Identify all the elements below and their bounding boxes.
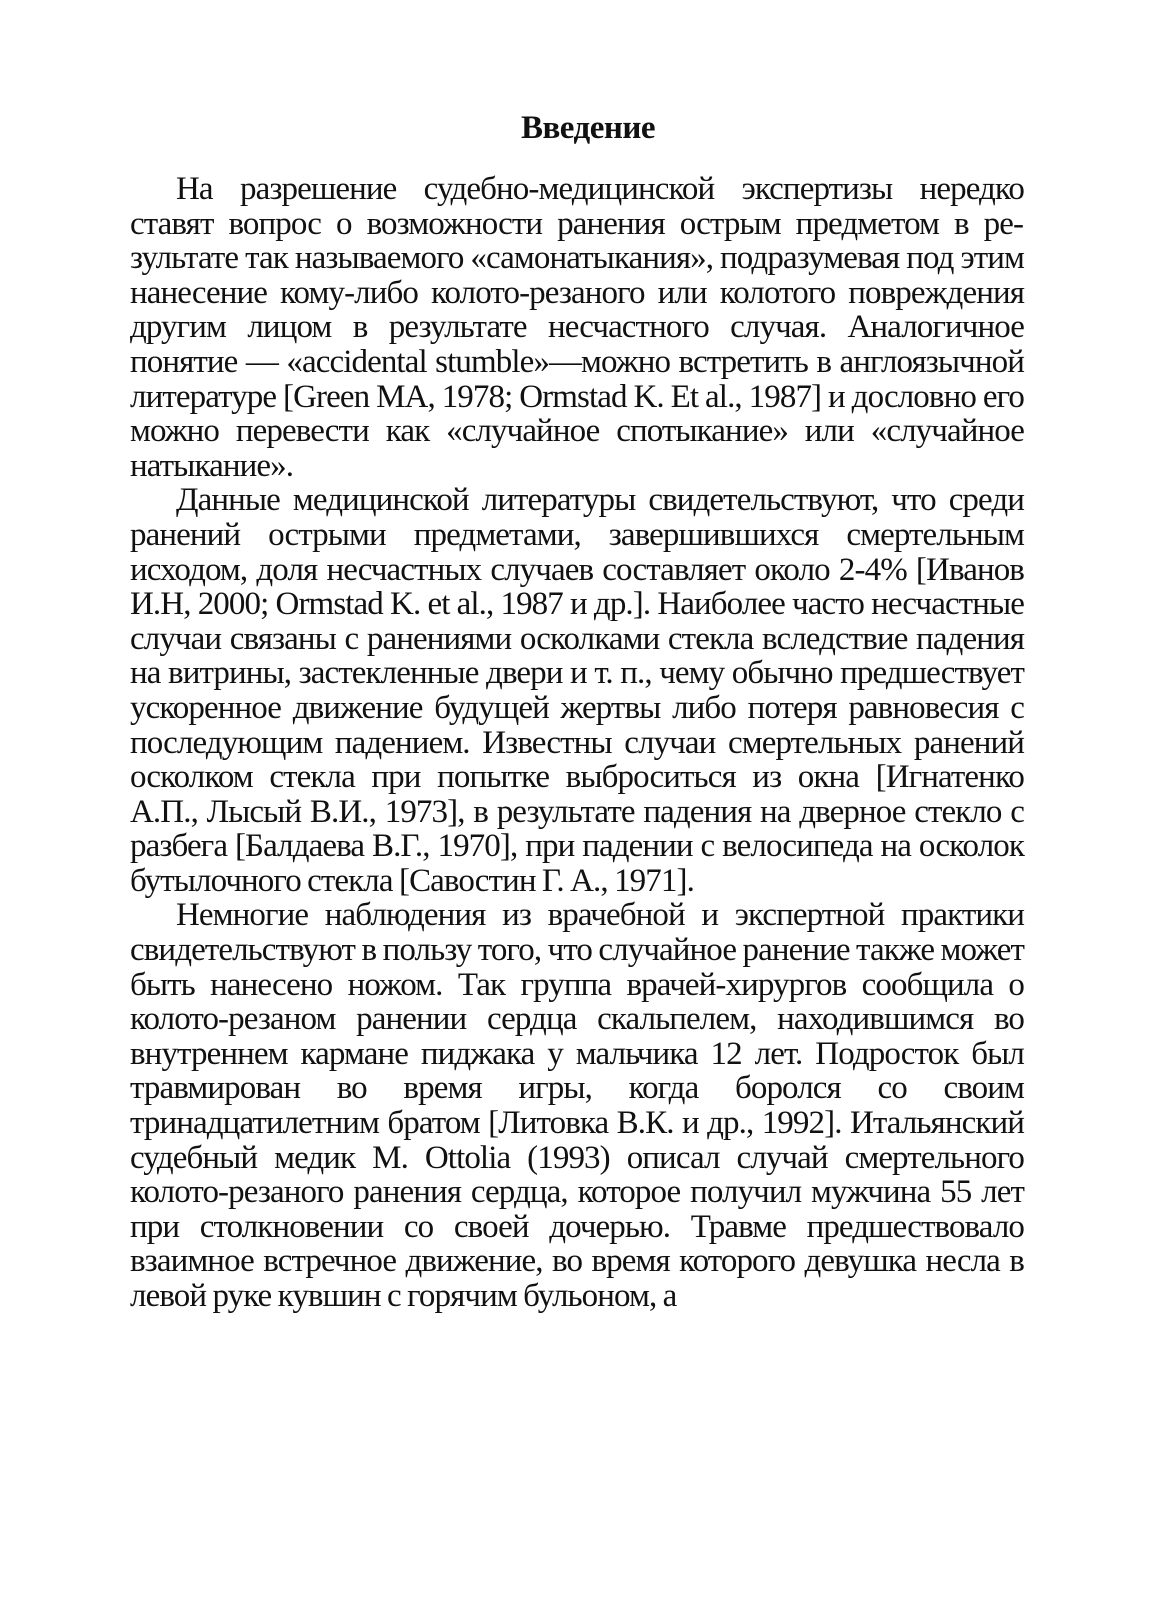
paragraph-3: Немногие наблюдения из врачебной и экспертной практики свидетельствуют в пользу того, что случайное ранение также может быть нанесено ножом. Так группа врачей-хирургов сообщила о колото-резаном ранении сердца скальпелем, находившимся во внутреннем кармане пиджака у мальчика 12 лет. Подросток был травмирован во время игры, когда боролся со своим тринадцатилетним братом [Литовка В.К. и др., 1992]. Итальянский судебный медик M. Ottolia (1993) описал случай смертельного колото-резаного ранения сердца, которое получил мужчина 55 лет при столкновении со своей дочерью. Травме предшествовало взаимное встречное движение, во время которого девушка несла в левой руке кувшин с горячим бульоном, а	[130, 897, 1024, 1314]
page-title: Введение	[520, 110, 656, 146]
body-text	[130, 172, 1024, 1314]
paragraph-2: Данные медицинской литературы свидетельствуют, что среди ранений острыми предметами, завершившихся смертельным исходом, доля несчастных случаев составляет около 2-4% [Иванов И.Н, 2000; Ormstad K. et al., 1987 и др.]. Наиболее часто несчастные случаи связаны с ранениями осколками стекла вследствие падения на витрины, застекленные двери и т. п., чему обычно предшествует ускоренное движение будущей жертвы либо потеря равновесия с последующим падением. Известны случаи смертельных ранений осколком стекла при попытке выброситься из окна [Игнатенко А.П., Лысый В.И., 1973], в результате падения на дверное стекло с разбега [Балдаева В.Г., 1970], при падении с велосипеда на осколок бутылочного стекла [Савостин Г. А., 1971].	[130, 482, 1024, 899]
paragraph-1: На разрешение судебно-медицинской экспертизы нередко ставят вопрос о возможности ранения острым предметом в результате так называемого «самонатыкания», подразумевая под этим нанесение кому-либо колото-резаного или колотого повреждения другим лицом в результате несчастного случая. Аналогичное понятие — «accidental stumble»—можно встретить в англоязычной литературе [Green MA, 1978; Ormstad K. Et al., 1987] и дословно его можно перевести как «случайное спотыкание» или «случайное натыкание».	[130, 171, 1024, 484]
